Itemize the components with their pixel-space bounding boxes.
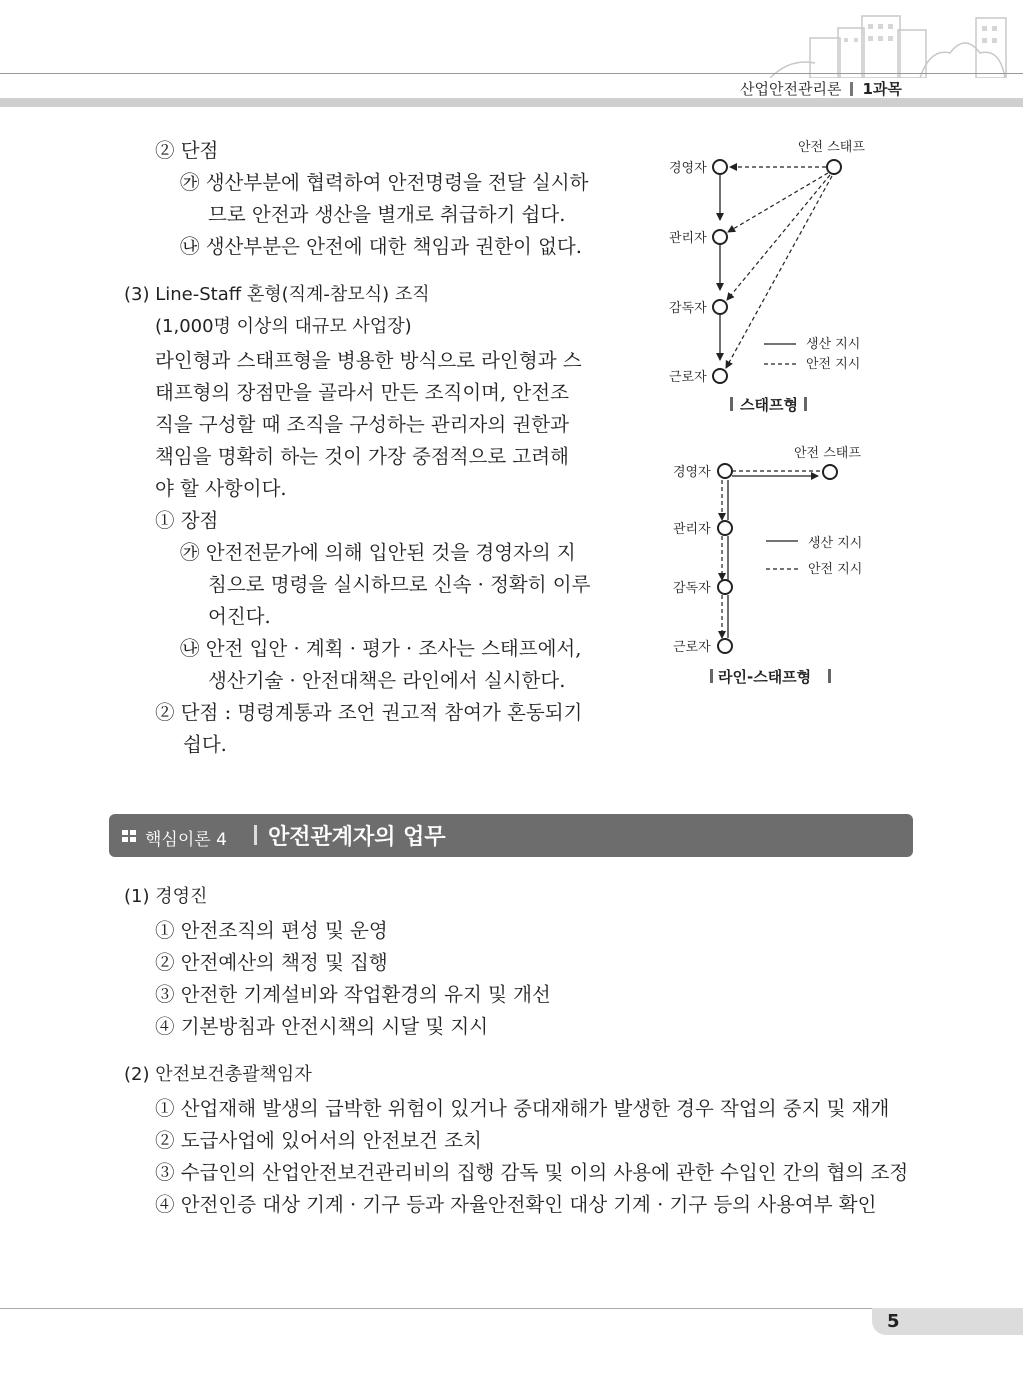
node-circle <box>827 160 841 174</box>
node-circle <box>718 464 732 478</box>
line-staff-paragraph-line: 태프형의 장점만을 골라서 만든 조직이며, 안전조 <box>155 381 569 404</box>
manager-label: 관리자 <box>673 522 711 537</box>
staff-arrow <box>728 173 828 232</box>
disadvantage-item-b: ㉯ 생산부분은 안전에 대한 책임과 권한이 없다. <box>180 235 582 258</box>
node-circle <box>718 639 732 653</box>
caption-bar <box>828 669 831 683</box>
node-circle <box>713 160 727 174</box>
diagram-caption: 라인-스태프형 <box>718 668 812 686</box>
footer-rule <box>0 1308 1023 1309</box>
page-number: 5 <box>887 1311 900 1332</box>
list-item: ③ 안전한 기계설비와 작업환경의 유지 및 개선 <box>155 983 551 1006</box>
worker-label: 근로자 <box>669 370 707 385</box>
manager-label: 관리자 <box>669 231 707 246</box>
section-title: 안전관계자의 업무 <box>268 825 446 850</box>
legend-safety: 안전 지시 <box>808 562 863 577</box>
subject-title: 산업안전관리론 <box>740 80 842 98</box>
chapter-label: 1과목 <box>862 80 902 98</box>
line-staff-paragraph-line: 라인형과 스태프형을 병용한 방식으로 라인형과 스 <box>155 349 582 372</box>
building-skyline-illustration <box>770 8 1023 78</box>
disadvantage2-item: ② 단점 : 명령계통과 조언 권고적 참여가 혼동되기 <box>155 701 583 724</box>
running-header <box>740 78 902 99</box>
ceo-label: 경영자 <box>669 161 707 176</box>
worker-label: 근로자 <box>673 640 711 655</box>
staff-type-diagram <box>640 130 900 420</box>
advantage-item-b-cont: 생산기술 · 안전대책은 라인에서 실시한다. <box>208 669 566 692</box>
line-staff-type-diagram <box>640 440 900 695</box>
disadvantage2-item-cont: 쉽다. <box>183 733 227 756</box>
legend-production: 생산 지시 <box>808 536 863 551</box>
line-staff-paragraph-line: 야 할 사항이다. <box>155 477 287 500</box>
advantage-item-a-cont: 어진다. <box>208 605 271 628</box>
advantage-item-b: ㉯ 안전 입안 · 계획 · 평가 · 조사는 스태프에서, <box>180 637 582 660</box>
line-staff-paragraph-line: 직을 구성할 때 조직을 구성하는 관리자의 권한과 <box>155 413 569 436</box>
caption-bar <box>710 669 713 683</box>
disadvantage-heading: ② 단점 <box>155 139 219 162</box>
list-item: ④ 안전인증 대상 기계 · 기구 등과 자율안전확인 대상 기계 · 기구 등의 사용여부 확인 <box>155 1193 877 1216</box>
supervisor-label: 감독자 <box>673 581 711 596</box>
caption-bar <box>804 397 807 411</box>
node-circle <box>713 230 727 244</box>
diagram-caption: 스태프형 <box>740 396 798 414</box>
list-item: ④ 기본방침과 안전시책의 시달 및 지시 <box>155 1015 489 1038</box>
advantage-item-a-cont: 침으로 명령을 실시하므로 신속 · 정확히 이루 <box>208 573 591 596</box>
list-item: ② 도급사업에 있어서의 안전보건 조치 <box>155 1129 482 1152</box>
node-circle <box>713 369 727 383</box>
node-circle <box>718 580 732 594</box>
list-item: ③ 수급인의 산업안전보건관리비의 집행 감독 및 이의 사용에 관한 수입인 간의 협의 조정 <box>155 1161 909 1184</box>
line-staff-paragraph-line: 책임을 명확히 하는 것이 가장 중점적으로 고려해 <box>155 445 569 468</box>
list-item: ① 안전조직의 편성 및 운영 <box>155 919 388 942</box>
header-band <box>0 98 1023 107</box>
disadvantage-item-a: ㉮ 생산부분에 협력하여 안전명령을 전달 실시하 <box>180 171 589 194</box>
supervisor-label: 감독자 <box>669 301 707 316</box>
list-item: ① 산업재해 발생의 급박한 위험이 있거나 중대재해가 발생한 경우 작업의 중지 및 재개 <box>155 1097 890 1120</box>
advantage-heading: ① 장점 <box>155 509 219 532</box>
staff-arrow <box>727 175 830 300</box>
node-circle <box>713 300 727 314</box>
list-item: ② 안전예산의 책정 및 집행 <box>155 951 388 974</box>
advantage-item-a: ㉮ 안전전문가에 의해 입안된 것을 경영자의 지 <box>180 541 576 564</box>
header-separator <box>850 82 853 96</box>
line-staff-title: (3) Line-Staff 혼형(직계-참모식) 조직 <box>124 284 430 305</box>
node-circle <box>823 465 837 479</box>
legend-production: 생산 지시 <box>806 337 861 352</box>
section-header-bar <box>109 814 913 857</box>
section-label: 핵심이론 4 <box>145 830 227 850</box>
line-staff-subtitle: (1,000명 이상의 대규모 사업장) <box>155 316 412 337</box>
disadvantage-item-a-cont: 므로 안전과 생산을 별개로 취급하기 쉽다. <box>208 203 566 226</box>
section-separator <box>254 825 257 845</box>
node-circle <box>718 521 732 535</box>
general-manager-heading: (2) 안전보건총괄책임자 <box>124 1064 312 1085</box>
executives-heading: (1) 경영진 <box>124 886 208 907</box>
caption-bar <box>730 397 733 411</box>
staff-label: 안전 스태프 <box>794 446 861 461</box>
grid-icon <box>122 830 136 842</box>
header-rule <box>0 73 1023 74</box>
ceo-label: 경영자 <box>673 465 711 480</box>
legend-safety: 안전 지시 <box>806 357 861 372</box>
staff-label: 안전 스태프 <box>798 140 865 155</box>
